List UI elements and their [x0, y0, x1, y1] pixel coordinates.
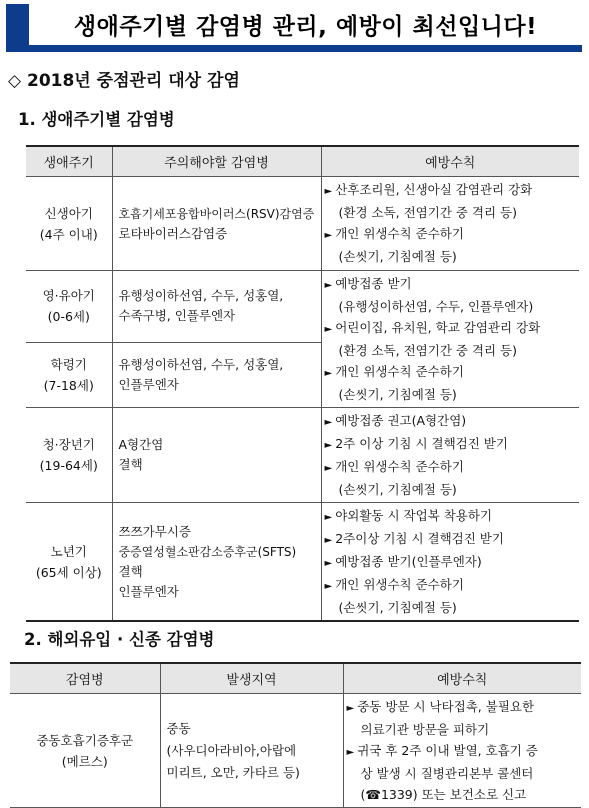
stage-age: (65세 이상) [35, 564, 102, 580]
prevention-text: (환경 소독, 전염기간 중 격리 등) [338, 343, 517, 358]
column-header: 생애주기 [26, 146, 112, 177]
table-row [26, 408, 579, 503]
title-banner [6, 4, 582, 52]
region-item: 미리트, 오만, 카타르 등) [166, 764, 300, 780]
section-title: ◇ 2018년 중점관리 대상 감염 [8, 71, 240, 91]
prevention-item [325, 361, 576, 384]
prevention-item [325, 317, 576, 340]
overseas-disease-table [10, 662, 581, 808]
disease-item: 결핵 [118, 563, 143, 579]
stage-age: (19-64세) [39, 458, 98, 473]
triangle-bullet-icon: ► [324, 368, 333, 379]
prevention-note [325, 384, 576, 405]
column-header: 예방수칙 [343, 663, 581, 694]
triangle-bullet-icon: ► [324, 280, 333, 291]
triangle-bullet-icon: ► [324, 230, 333, 241]
disease-item: 수족구병, 인플루엔자 [118, 308, 236, 324]
stage-name: 신생아기 [44, 205, 93, 221]
table-header-row [26, 146, 579, 177]
triangle-bullet-icon: ► [346, 747, 355, 758]
region-item: 중동 [166, 720, 191, 736]
prevention-text: (환경 소독, 전염기간 중 격리 등) [338, 205, 517, 220]
stage-cell [26, 503, 112, 622]
disease-item: 유행성이하선염, 수두, 성홍열, [118, 288, 284, 304]
disease-item: 중증열성혈소판감소증후군(SFTS) [118, 544, 297, 559]
triangle-bullet-icon: ► [346, 703, 355, 714]
prevention-cell [321, 503, 579, 622]
prevention-item [325, 179, 576, 202]
prevention-text: 중동 방문 시 낙타접촉, 불필요한 [357, 699, 535, 714]
stage-age: (7-18세) [43, 377, 94, 393]
disease-item: 로타바이러스감염증 [118, 225, 228, 241]
prevention-item [325, 528, 576, 551]
disease-item: 호흡기세포융합바이러스(RSV)감염증 [118, 206, 315, 221]
title-banner-panel [28, 4, 582, 45]
column-header: 주의해야할 감염병 [112, 146, 321, 177]
triangle-bullet-icon: ► [324, 581, 333, 592]
disease-item: 쯔쯔가무시증 [118, 523, 191, 539]
stage-cell [26, 177, 112, 271]
column-header: 예방수칙 [321, 146, 579, 177]
prevention-item [325, 551, 576, 574]
prevention-note [325, 597, 576, 618]
table1-heading: 1. 생애주기별 감염병 [18, 110, 175, 129]
prevention-note [347, 784, 578, 805]
stage-name: 청·장년기 [42, 437, 95, 452]
prevention-note [347, 763, 578, 784]
prevention-item [347, 740, 578, 763]
prevention-text: (손씻기, 기침예절 등) [338, 600, 457, 615]
prevention-text: (손씻기, 기침예절 등) [338, 249, 457, 264]
region-item: (사우디아라비아,아랍에 [166, 742, 297, 758]
prevention-text: (손씻기, 기침예절 등) [338, 387, 457, 402]
prevention-item [325, 273, 576, 296]
triangle-bullet-icon: ► [324, 558, 333, 569]
triangle-bullet-icon: ► [324, 324, 333, 335]
stage-cell [26, 342, 112, 407]
prevention-cell [343, 694, 581, 808]
prevention-item [325, 410, 576, 433]
disease-alias: (메르스) [61, 753, 108, 769]
stage-cell [26, 408, 112, 503]
prevention-note [325, 246, 576, 267]
prevention-cell [321, 177, 579, 271]
prevention-cell [321, 271, 579, 408]
prevention-note [347, 719, 578, 740]
prevention-text: 야외활동 시 작업복 착용하기 [335, 508, 493, 523]
prevention-text: 개인 위생수칙 준수하기 [335, 577, 464, 592]
region-cell [160, 694, 343, 808]
page-title: 생애주기별 감염병 관리, 예방이 최선입니다! [73, 14, 538, 40]
prevention-text: 개인 위생수칙 준수하기 [335, 459, 464, 474]
stage-name: 학령기 [50, 356, 87, 372]
prevention-item [325, 574, 576, 597]
stage-name: 영·유아기 [42, 288, 95, 304]
disease-name: 중동호흡기증후군 [36, 732, 134, 748]
prevention-item [325, 456, 576, 479]
table-header-row [10, 663, 581, 694]
prevention-text: 2주이상 기침 시 결핵검진 받기 [335, 531, 504, 546]
column-header: 발생지역 [160, 663, 343, 694]
stage-name: 노년기 [50, 543, 87, 559]
prevention-text: 예방접종 받기(인플루엔자) [335, 554, 482, 569]
prevention-item [325, 433, 576, 456]
disease-cell [112, 177, 321, 271]
triangle-bullet-icon: ► [324, 463, 333, 474]
stage-cell [26, 271, 112, 343]
prevention-text: 상 발생 시 질병관리본부 콜센터 [360, 766, 534, 781]
triangle-bullet-icon: ► [324, 535, 333, 546]
prevention-text: 어린이집, 유치원, 학교 감염관리 강화 [335, 320, 541, 335]
prevention-note [325, 340, 576, 361]
disease-item: A형간염 [118, 437, 164, 452]
lifecycle-disease-table [26, 145, 579, 622]
triangle-bullet-icon: ► [324, 186, 333, 197]
prevention-text: (유행성이하선염, 수두, 인플루엔자) [338, 299, 534, 314]
prevention-text: 의료기관 방문을 피하기 [360, 722, 490, 737]
prevention-text: 귀국 후 2주 이내 발열, 호흡기 증 [357, 743, 538, 758]
prevention-item [347, 696, 578, 719]
triangle-bullet-icon: ► [324, 440, 333, 451]
stage-age: (4주 이내) [39, 226, 98, 242]
disease-cell [10, 694, 160, 808]
prevention-text: 2주 이상 기침 시 결핵검진 받기 [335, 436, 508, 451]
disease-cell [112, 271, 321, 343]
table-row [26, 271, 579, 343]
stage-age: (0-6세) [47, 309, 90, 325]
prevention-text: 산후조리원, 신생아실 감염관리 강화 [335, 182, 533, 197]
prevention-text: 개인 위생수칙 준수하기 [335, 226, 464, 241]
disease-cell [112, 503, 321, 622]
table-row [26, 503, 579, 622]
prevention-note [325, 296, 576, 317]
disease-item: 인플루엔자 [118, 583, 179, 599]
prevention-item [325, 223, 576, 246]
prevention-text: 예방접종 권고(A형간염) [335, 413, 467, 428]
table-row [26, 177, 579, 271]
triangle-bullet-icon: ► [324, 417, 333, 428]
table-row [10, 694, 581, 808]
disease-cell [112, 408, 321, 503]
prevention-item [325, 505, 576, 528]
disease-item: 결핵 [118, 457, 143, 472]
column-header: 감염병 [10, 663, 160, 694]
disease-item: 인플루엔자 [118, 376, 179, 392]
prevention-text: (손씻기, 기침예절 등) [338, 482, 457, 497]
disease-item: 유행성이하선염, 수두, 성홍열, [118, 356, 284, 372]
prevention-text: 개인 위생수칙 준수하기 [335, 364, 464, 379]
table2-heading: 2. 해외유입 · 신종 감염병 [24, 630, 215, 649]
disease-cell [112, 342, 321, 407]
prevention-text: (☎1339) 또는 보건소로 신고 [360, 787, 527, 802]
prevention-cell [321, 408, 579, 503]
prevention-note [325, 202, 576, 223]
triangle-bullet-icon: ► [324, 512, 333, 523]
prevention-text: 예방접종 받기 [335, 276, 412, 291]
prevention-note [325, 479, 576, 500]
